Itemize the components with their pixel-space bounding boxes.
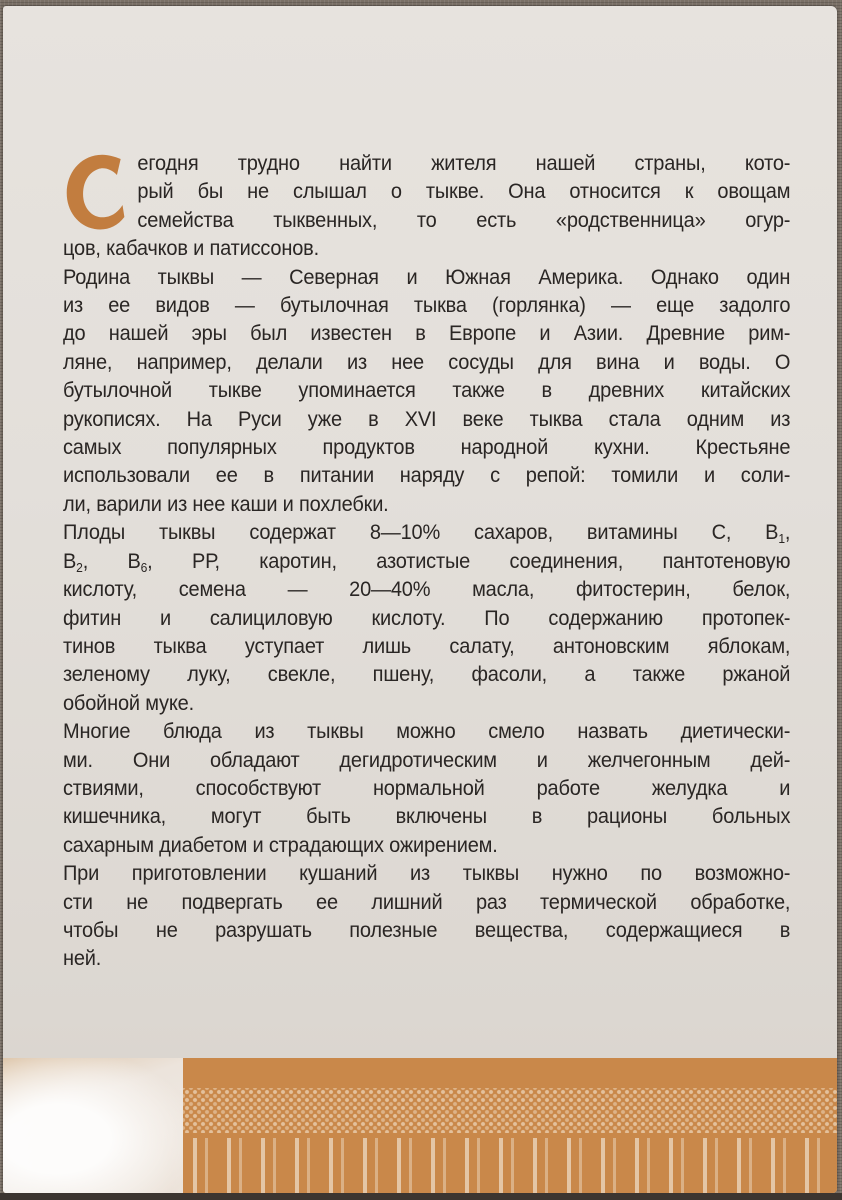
text-line: ми. Они обладают дегидротическим и желчегонным дей-	[63, 747, 791, 772]
book-page	[3, 6, 837, 1193]
text-line: обойной муке.	[63, 690, 194, 715]
text-line: чтобы не разрушать полезные вещества, содержащиеся в	[63, 917, 791, 942]
text-line: ствиями, способствуют нормальной работе желудка и	[63, 775, 791, 800]
text-line: семейства тыквенных, то есть «родственница» огур-	[137, 207, 791, 232]
text-line: рукописях. На Руси уже в XVI веке тыква стала одним из	[63, 406, 791, 431]
paragraph-intro	[63, 149, 790, 263]
text-line: кислоту, семена — 20—40% масла, фитостерин, белок,	[63, 577, 791, 602]
text-line: ли, варили из нее каши и похлебки.	[63, 491, 389, 516]
paragraph-cooking	[63, 859, 790, 973]
text-line: из ее видов — бутылочная тыква (горлянка) — еще задолго	[63, 293, 791, 318]
text-line: зеленому луку, свекле, пшену, фасоли, а также ржаной	[63, 662, 791, 687]
paragraph-composition	[63, 518, 790, 717]
text-line: ляне, например, делали из нее сосуды для вина и воды. О	[63, 349, 791, 374]
text-line: бутылочной тыкве упоминается также в древних китайских	[63, 378, 791, 403]
text-line: Родина тыквы — Северная и Южная Америка. Однако один	[63, 264, 791, 289]
paragraph-diet	[63, 717, 790, 859]
surface-edge	[0, 1193, 842, 1200]
text-line: цов, кабачков и патиссонов.	[63, 236, 319, 261]
decorative-footer-band	[3, 1058, 837, 1193]
text-line: фитин и салициловую кислоту. По содержанию протопек-	[63, 605, 791, 630]
text-line: Многие блюда из тыквы можно смело назвать диетически-	[63, 719, 791, 744]
text-line: ней.	[63, 946, 102, 971]
text-line: кишечника, могут быть включены в рационы больных	[63, 804, 791, 829]
text-line: тинов тыква уступает лишь салату, антоновским яблокам,	[63, 633, 791, 658]
textile-photo	[3, 1058, 183, 1193]
text-line: рый бы не слышал о тыкве. Она относится к овощам	[137, 179, 791, 204]
text-line: егодня трудно найти жителя нашей страны, кото-	[137, 151, 791, 175]
text-line: $В_2$, $В_6$, РР, каротин, азотистые соединения, пантотеновую	[63, 548, 791, 575]
fringe-pattern	[183, 1138, 837, 1193]
text-line: самых популярных продуктов народной кухни. Крестьяне	[63, 435, 791, 460]
text-line: до нашей эры был известен в Европе и Азии. Древние рим-	[63, 321, 791, 346]
dropcap-letter-icon	[63, 151, 128, 233]
article-body	[63, 149, 791, 973]
text-line: При приготовлении кушаний из тыквы нужно по возможно-	[63, 861, 791, 886]
text-line: сти не подвергать ее лишний раз термической обработке,	[63, 889, 791, 914]
woven-pattern	[183, 1088, 837, 1133]
text-line: сахарным диабетом и страдающих ожирением.	[63, 832, 498, 857]
paragraph-history	[63, 263, 790, 519]
text-line: использовали ее в питании наряду с репой: томили и соли-	[63, 463, 791, 488]
text-line: Плоды тыквы содержат 8—10% сахаров, витамины С, $В_1$,	[63, 520, 791, 547]
